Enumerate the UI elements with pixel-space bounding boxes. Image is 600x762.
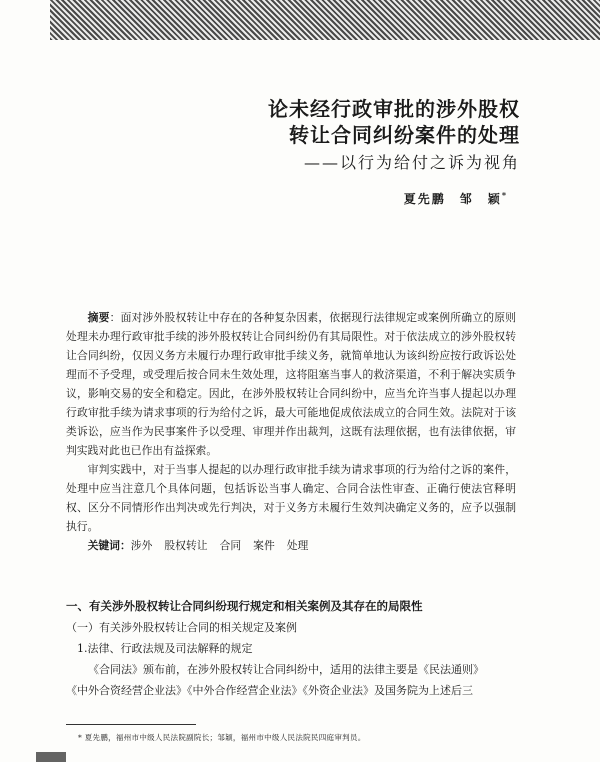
body-line-1: 《合同法》颁布前，在涉外股权转让合同纠纷中，适用的法律主要是《民法通则》 <box>88 663 484 676</box>
body-line-2: 《中外合资经营企业法》《中外合作经营企业法》《外资企业法》及国务院为上述后三 <box>66 684 473 697</box>
body-text <box>66 596 516 701</box>
keyword: 案件 <box>253 539 275 552</box>
article-title-line2: 转让合同纠纷案件的处理 <box>289 123 520 147</box>
abstract <box>66 308 516 555</box>
subsubsection-heading: 1.法律、行政法规及司法解释的规定 <box>77 642 253 655</box>
article-title-line1: 论未经行政审批的涉外股权 <box>268 97 520 121</box>
keyword: 股权转让 <box>164 539 208 552</box>
section-heading-1: 一、有关涉外股权转让合同纠纷现行规定和相关案例及其存在的局限性 <box>66 599 423 613</box>
top-decorative-band <box>50 0 600 40</box>
authors <box>0 190 508 207</box>
keywords-label: 关键词 <box>87 539 120 552</box>
article-header <box>0 96 520 176</box>
keyword: 处理 <box>286 539 309 552</box>
author-footnote-mark: * <box>501 190 508 200</box>
keywords: 关键词：涉外 股权转让 合同 案件 处理 <box>87 539 309 552</box>
subsection-heading: （一）有关涉外股权转让合同的相关规定及案例 <box>66 621 297 634</box>
author-names: 夏先鹏 邹 颖 <box>403 192 502 206</box>
abstract-paragraph-2: 审判实践中，对于当事人提起的以办理行政审批手续为请求事项的行为给付之诉的案件，处理中应当注意几个具体问题，包括诉讼当事人确定、合同合法性审查、正确行使法官释明权、区分不同情形作出判决或先行判决，对于义务方未履行生效判决确定义务的，应予以强制执行。 <box>66 463 516 533</box>
page-number-mark <box>36 752 66 762</box>
abstract-text-1: ：面对涉外股权转让中存在的各种复杂因素，依据现行法律规定或案例所确立的原则处理未办理行政审批手续的涉外股权转让合同纠纷仍有其局限性。对于依法成立的涉外股权转让合同纠纷，仅因义务方未履行办理行政审批手续义务，就简单地认为该纠纷应按行政诉讼处理而不予受理，或受理后按合同未生效处理，这将阻塞当事人的救济渠道，不利于解决实质争议，影响交易的安全和稳定。因此，在涉外股权转让合同纠纷中，应当允许当事人提起以办理行政审批手续为请求事项的行为给付之诉，最大可能地促成依法成立的合同生效。法院对于该类诉讼，应当作为民事案件予以受理、审理并作出裁判，这既有法理依据，也有法律依据，审判实践对此也已作出有益探索。 <box>66 311 517 457</box>
footnote-rule <box>66 724 196 725</box>
keyword: 合同 <box>219 539 242 552</box>
article-subtitle: ——以行为给付之诉为视角 <box>303 153 520 172</box>
abstract-label: 摘要 <box>87 311 110 324</box>
keyword: 涉外 <box>130 539 153 552</box>
abstract-paragraph-1 <box>66 308 516 460</box>
footnote: * 夏先鹏，福州市中级人民法院副院长；邹颖，福州市中级人民法院民四庭审判员。 <box>78 733 366 742</box>
